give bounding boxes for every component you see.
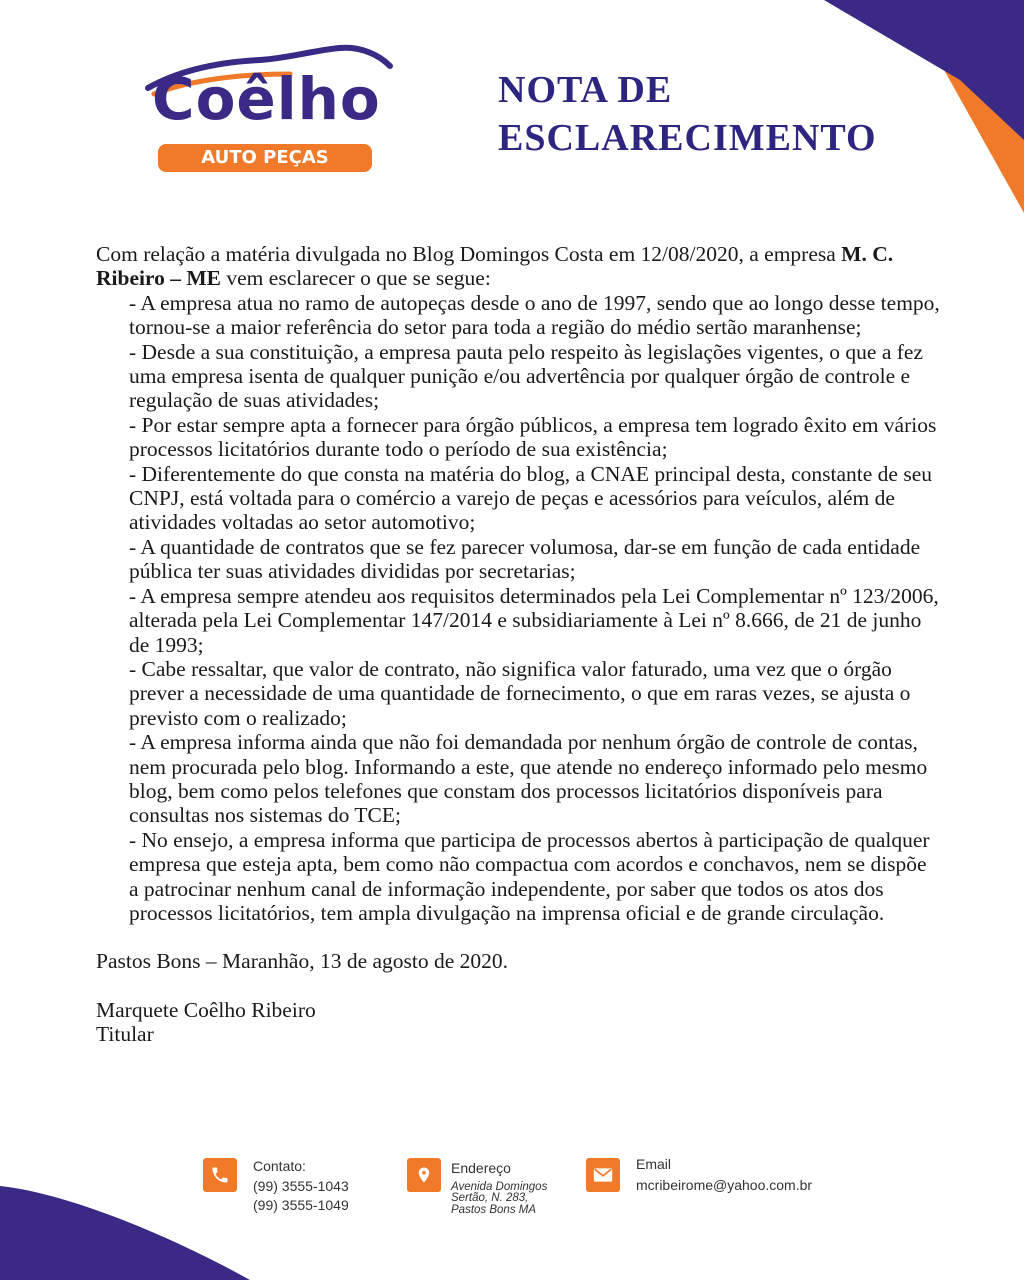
- list-item: - A empresa informa ainda que não foi demandada por nenhum órgão de controle de contas, nem procurada pelo blog. Informando a este, que atende no endereço informado pelo mesmo blog, bem como pelos telefones que constam dos processos licitatórios disponíveis para consultas nos sistemas do TCE;: [129, 730, 928, 828]
- list-item: - Desde a sua constituição, a empresa pauta pelo respeito às legislações vigentes, o que a fez uma empresa isenta de qualquer punição e/ou advertência por qualquer órgão de controle e regulação de suas atividades;: [129, 339, 923, 413]
- address-label: Endereço: [451, 1160, 511, 1176]
- document-title: [498, 66, 877, 162]
- list-item: - A empresa atua no ramo de autopeças desde o ano de 1997, sendo que ao longo desse tempo, tornou-se a maior referência do setor para toda a região do médio sertão maranhense;: [129, 290, 940, 340]
- place-date: Pastos Bons – Maranhão, 13 de agosto de 2020.: [96, 949, 509, 974]
- list-item: - A empresa sempre atendeu aos requisitos determinados pela Lei Complementar nº 123/2006, alterada pela Lei Complementar 147/2014 e subsidiariamente à Lei nº 8.666, de 21 de junho de 1993;: [129, 583, 939, 657]
- list-item: - Diferentemente do que consta na matéria do blog, a CNAE principal desta, constante de seu CNPJ, está voltada para o comércio a varejo de peças e acessórios para veículos, além de atividades voltadas ao setor automotivo;: [129, 461, 932, 535]
- phone-number: (99) 3555-1049: [253, 1197, 349, 1213]
- address-line: Sertão, N. 283,: [451, 1192, 529, 1204]
- email-label: Email: [636, 1156, 672, 1172]
- phone-icon: [203, 1158, 237, 1192]
- company-logo: [140, 40, 400, 180]
- letter-body: [96, 242, 941, 1047]
- intro-paragraph: [96, 242, 941, 291]
- logo-subtitle: AUTO PEÇAS: [158, 144, 372, 172]
- title-line-2: ESCLARECIMENTO: [498, 117, 877, 159]
- email-address[interactable]: mcribeirome@yahoo.com.br: [636, 1177, 813, 1193]
- title-line-1: NOTA DE: [498, 69, 673, 111]
- envelope-icon: [586, 1158, 620, 1192]
- address-line: Pastos Bons MA: [451, 1204, 537, 1216]
- logo-wordmark: Coêlho: [152, 65, 381, 133]
- signer-role: Titular: [96, 1022, 154, 1047]
- contact-label: Contato:: [253, 1158, 306, 1174]
- list-item: - Por estar sempre apta a fornecer para órgão públicos, a empresa tem logrado êxito em vários processos licitatórios durante todo o período de sua existência;: [129, 412, 937, 462]
- intro-text: Com relação a matéria divulgada no Blog Domingos Costa em 12/08/2020, a empresa: [96, 242, 842, 266]
- clarification-list: [96, 291, 941, 926]
- phone-number: (99) 3555-1043: [253, 1178, 349, 1194]
- list-item: - No ensejo, a empresa informa que participa de processos abertos à participação de qualquer empresa que esteja apta, bem como não compactua com acordos e conchavos, nem se dispõe a patrocinar nenhum canal de informação independente, por saber que todos os atos dos processos licitatórios, tem ampla divulgação na imprensa oficial e de grande circulação.: [129, 827, 930, 925]
- signature-block: [96, 998, 941, 1047]
- location-pin-icon: [407, 1158, 441, 1192]
- address-line: Avenida Domingos: [451, 1181, 548, 1193]
- signer-name: Marquete Coêlho Ribeiro: [96, 997, 316, 1022]
- intro-text-end: vem esclarecer o que se segue:: [221, 266, 491, 291]
- contact-footer: [0, 1156, 1024, 1236]
- list-item: - Cabe ressaltar, que valor de contrato, não significa valor faturado, uma vez que o órgão prever a necessidade de uma quantidade de fornecimento, o que em raras vezes, se ajusta o previsto com o realizado;: [129, 656, 911, 730]
- company-name: M. C. Ribeiro – ME: [96, 242, 894, 291]
- list-item: - A quantidade de contratos que se fez parecer volumosa, dar-se em função de cada entidade pública ter suas atividades divididas por secretarias;: [129, 534, 921, 584]
